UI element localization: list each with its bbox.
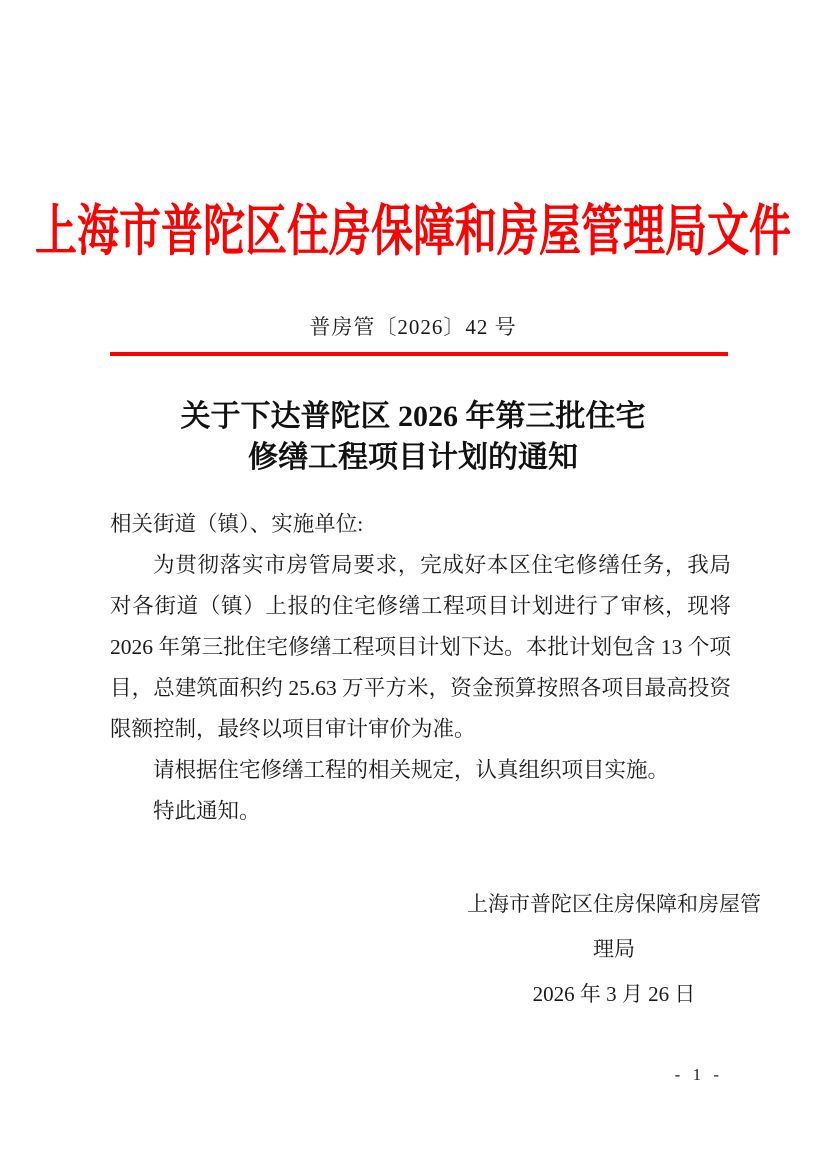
signature-date: 2026 年 3 月 26 日 bbox=[532, 982, 696, 1006]
document-body bbox=[110, 504, 731, 832]
body-paragraph-3: 特此通知。 bbox=[153, 799, 261, 823]
body-paragraph-1: 为贯彻落实市房管局要求，完成好本区住宅修缮任务，我局对各街道（镇）上报的住宅修缮工程项目计划进行了审核，现将 2026 年第三批住宅修缮工程项目计划下达。本批计划包含 13 个项目，总建筑面积约 25.63 万平方米，资金预算按照各项目最高投资限额控制，最终以项目审计审价为准。 bbox=[110, 553, 731, 741]
red-divider-line bbox=[110, 352, 728, 356]
document-red-header: 上海市普陀区住房保障和房屋管理局文件 bbox=[34, 202, 791, 264]
salutation-line: 相关街道（镇）、实施单位: bbox=[110, 512, 364, 536]
signature-block bbox=[458, 882, 770, 1017]
page-number: - 1 - bbox=[674, 1065, 723, 1084]
document-number: 普房管〔2026〕42 号 bbox=[309, 315, 517, 339]
signature-organization: 上海市普陀区住房保障和房屋管理局 bbox=[467, 892, 761, 961]
body-paragraph-2: 请根据住宅修缮工程的相关规定，认真组织项目实施。 bbox=[153, 758, 670, 782]
document-title bbox=[0, 396, 826, 478]
document-title-line-2: 修缮工程项目计划的通知 bbox=[248, 441, 578, 474]
document-title-line-1: 关于下达普陀区 2026 年第三批住宅 bbox=[180, 400, 646, 433]
